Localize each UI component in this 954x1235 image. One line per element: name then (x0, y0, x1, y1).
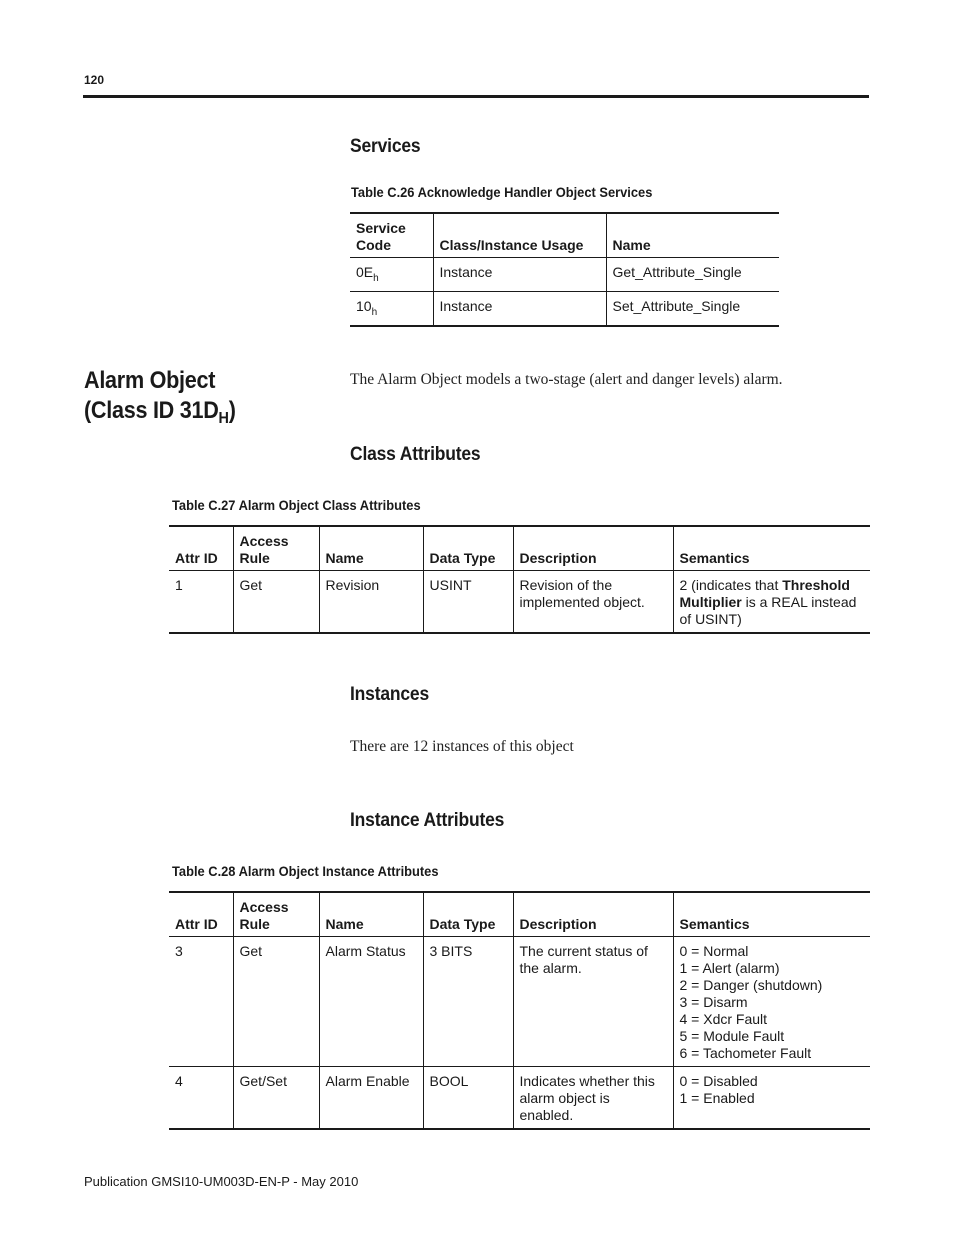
column-header: Data Type (423, 526, 513, 571)
attr-id-cell: 1 (169, 571, 233, 634)
data-type-cell: USINT (423, 571, 513, 634)
description-cell: Indicates whether this alarm object is enabled. (513, 1067, 673, 1130)
semantics-cell: 0 = Disabled 1 = Enabled (673, 1067, 870, 1130)
column-header: Description (513, 892, 673, 937)
access-rule-cell: Get (233, 937, 319, 1067)
attr-name-cell: Revision (319, 571, 423, 634)
attr-name-cell: Alarm Enable (319, 1067, 423, 1130)
column-header: Attr ID (169, 892, 233, 937)
service-code-cell: $10_h$ (350, 291, 433, 325)
page-number: 120 (84, 73, 105, 87)
instances-text: There are 12 instances of this object (350, 738, 574, 755)
table-row (350, 258, 779, 292)
column-header: Access Rule (233, 892, 319, 937)
column-header: Name (319, 892, 423, 937)
description-cell: The current status of the alarm. (513, 937, 673, 1067)
class-attributes-heading: Class Attributes (350, 444, 481, 465)
column-header: Access Rule (233, 526, 319, 571)
column-header: Data Type (423, 892, 513, 937)
publication-footer: Publication GMSI10-UM003D-EN-P - May 2010 (84, 1174, 359, 1189)
table-row (169, 571, 870, 634)
services-table-caption: Table C.26 Acknowledge Handler Object Services (351, 184, 653, 200)
column-header: Attr ID (169, 526, 233, 571)
attr-id-cell: 4 (169, 1067, 233, 1130)
column-header: Description (513, 526, 673, 571)
column-header: Name (606, 213, 779, 258)
table-row (350, 291, 779, 325)
column-header: Class/Instance Usage (433, 213, 606, 258)
column-header: Service Code (350, 213, 433, 258)
attr-name-cell: Alarm Status (319, 937, 423, 1067)
alarm-object-intro: The Alarm Object models a two-stage (alert and danger levels) alarm. (350, 371, 783, 388)
class-attributes-table (169, 525, 870, 634)
usage-cell: Instance (433, 291, 606, 325)
description-cell: Revision of the implemented object. (513, 571, 673, 634)
services-heading: Services (350, 136, 421, 157)
alarm-object-title: Alarm Object (Class ID $31D_H$) (84, 367, 236, 427)
class-attributes-table-caption: Table C.27 Alarm Object Class Attributes (172, 497, 421, 513)
service-code-cell: $0E_h$ (350, 258, 433, 292)
services-table (350, 212, 779, 327)
access-rule-cell: Get/Set (233, 1067, 319, 1130)
semantics-cell: 2 (indicates that Threshold Multiplier is a REAL instead of USINT) (673, 571, 870, 634)
data-type-cell: BOOL (423, 1067, 513, 1130)
instance-attributes-table-caption: Table C.28 Alarm Object Instance Attributes (172, 863, 439, 879)
data-type-cell: 3 BITS (423, 937, 513, 1067)
attr-id-cell: 3 (169, 937, 233, 1067)
service-name-cell: Set_Attribute_Single (606, 291, 779, 325)
instances-heading: Instances (350, 684, 429, 705)
usage-cell: Instance (433, 258, 606, 292)
table-row (169, 937, 870, 1067)
instance-attributes-heading: Instance Attributes (350, 810, 505, 831)
access-rule-cell: Get (233, 571, 319, 634)
column-header: Name (319, 526, 423, 571)
column-header: Semantics (673, 526, 870, 571)
table-row (169, 1067, 870, 1130)
column-header: Semantics (673, 892, 870, 937)
semantics-cell: 0 = Normal 1 = Alert (alarm) 2 = Danger (shutdown) 3 = Disarm 4 = Xdcr Fault 5 = Module Fault 6 = Tachometer Fault (673, 937, 870, 1067)
instance-attributes-table (169, 891, 870, 1130)
service-name-cell: Get_Attribute_Single (606, 258, 779, 292)
header-rule (83, 95, 869, 98)
